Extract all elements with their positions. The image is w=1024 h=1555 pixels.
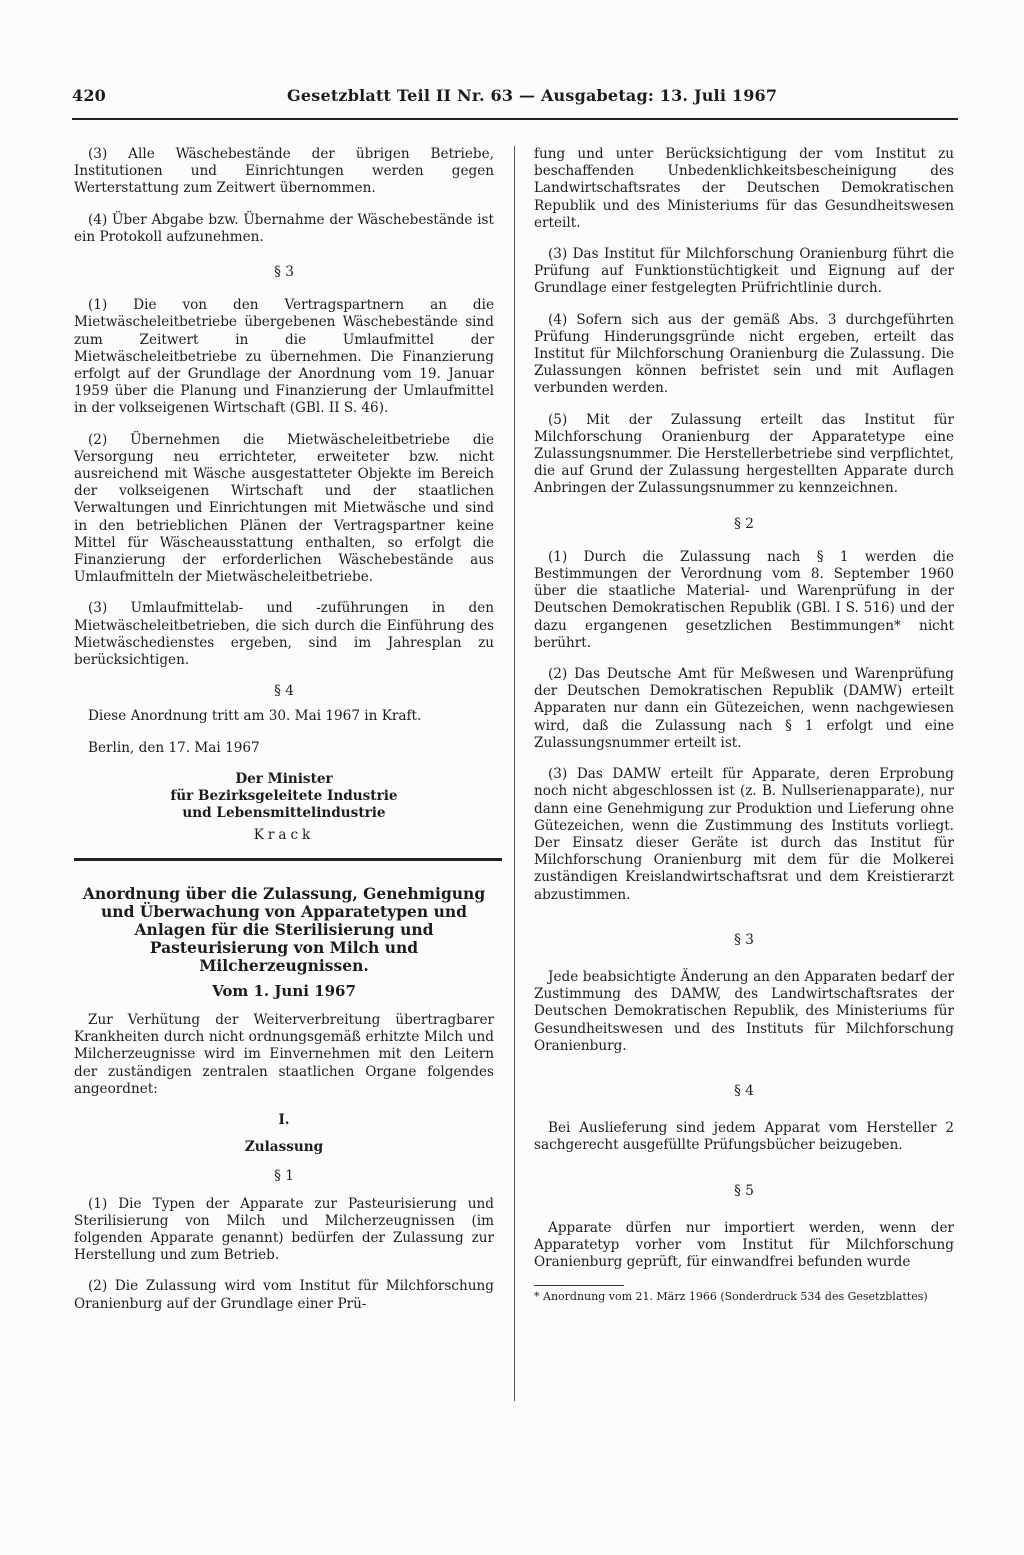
signatory-name: Krack (253, 826, 315, 843)
right-column (534, 146, 954, 1304)
paragraph: (2) Übernehmen die Mietwäscheleitbetriebe die Versorgung neu errichteter, erweiteter bzw. nicht ausreichend mit Wäsche ausgestatteter Objekte im Bereich der volkseigenen Wirtschaft und der staatlichen Verwaltungen und Einrichtungen mit Mietwäsche und sind in den betrieblichen Plänen der Vertragspartner keine Mittel für Wäscheausstattung enthalten, so erfolgt die Finanzierung der erforderlichen Wäschebestände aus Umlaufmitteln der Mietwäscheleitbetriebe. (74, 431, 494, 586)
left-column (74, 146, 494, 1327)
place-date: Berlin, den 17. Mai 1967 (88, 739, 260, 756)
paragraph: (2) Die Zulassung wird vom Institut für Milchforschung Oranienburg auf der Grundlage einer Prü- (74, 1278, 494, 1312)
section-heading: § 4 (734, 1082, 754, 1099)
header-title: Gesetzblatt Teil II Nr. 63 — Ausgabetag: 13. Juli 1967 (287, 86, 778, 105)
paragraph: (3) Das DAMW erteilt für Apparate, deren Erprobung noch nicht abgeschlossen ist (z. B. Nullserienapparate), nur dann eine Genehmigung zur Produktion und Lieferung ohne Gütezeichen, wenn die Zustimmung des Instituts vorliegt. Der Einsatz dieser Geräte ist durch das Institut für Milchforschung Oranienburg mit dem für die Molkerei zuständigen Kreislandwirtschaftsrat und dem Kreistierarzt abzustimmen. (534, 766, 954, 903)
ordinance-title: Anordnung über die Zulassung, Genehmigung und Überwachung von Apparatetypen und Anlagen für die Sterilisierung und Pasteurisierung von Milch und Milcherzeugnissen. (82, 883, 486, 975)
ordinance-date: Vom 1. Juni 1967 (212, 981, 356, 1000)
column-divider (514, 146, 515, 1401)
section-heading: § 4 (274, 683, 294, 700)
part-number: I. (278, 1111, 290, 1128)
signature-block (74, 771, 494, 844)
paragraph: (1) Die Typen der Apparate zur Pasteurisierung und Sterilisierung von Milch und Milcherzeugnissen (im folgenden Apparate genannt) bedürfen der Zulassung zur Herstellung und zum Betrieb. (74, 1195, 494, 1264)
paragraph: Bei Auslieferung sind jedem Apparat vom Hersteller 2 sachgerecht ausgefüllte Prüfungsbücher beizugeben. (534, 1120, 954, 1154)
paragraph: Jede beabsichtigte Änderung an den Apparaten bedarf der Zustimmung des DAMW, des Landwirtschaftsrates der Deutschen Demokratischen Republik, des Ministeriums für Gesundheitswesen und des Instituts für Milchforschung Oranienburg. (534, 968, 954, 1054)
part-heading: Zulassung (244, 1139, 324, 1156)
paragraph: (2) Das Deutsche Amt für Meßwesen und Warenprüfung der Deutschen Demokratischen Republik (DAMW) erteilt Apparaten nur dann ein Gütezeichen, wenn nachgewiesen wird, daß die Zulassung nach § 1 erfolgt und eine Zulassungsnummer erteilt ist. (534, 666, 954, 751)
page-header (72, 86, 958, 114)
section-heading: § 2 (734, 515, 754, 532)
section-heading: § 3 (274, 264, 294, 281)
preamble: Zur Verhütung der Weiterverbreitung übertragbarer Krankheiten durch nicht ordnungsgemäß erhitzte Milch und Milcherzeugnisse wird im Einvernehmen mit den Leitern der zuständigen zentralen staatlichen Organe folgendes angeordnet: (74, 1011, 494, 1097)
paragraph: (3) Umlaufmittelab- und -zuführungen in den Mietwäscheleitbetrieben, die sich durch die Einführung des Mietwäschedienstes ergeben, sind im Jahresplan zu berücksichtigen. (74, 600, 494, 669)
signature-line: für Bezirksgeleitete Industrie (170, 788, 398, 805)
signature-line: und Lebensmittelindustrie (182, 805, 386, 822)
page-number: 420 (72, 86, 106, 105)
paragraph: (1) Durch die Zulassung nach § 1 werden die Bestimmungen der Verordnung vom 8. September 1960 über die staatliche Material- und Warenprüfung in der Deutschen Demokratischen Republik (GBl. I S. 516) und der dazu ergangenen gesetzlichen Bestimmungen* nicht berührt. (534, 548, 954, 651)
header-rule (72, 118, 958, 120)
footnote-rule (534, 1285, 624, 1286)
paragraph: fung und unter Berücksichtigung der vom Institut zu beschaffenden Unbedenklichkeitsbescheinigung des Landwirtschaftsrates der Deutschen Demokratischen Republik und des Ministeriums für das Gesundheitswesen erteilt. (534, 146, 954, 231)
section-heading: § 3 (734, 931, 754, 948)
paragraph: (4) Über Abgabe bzw. Übernahme der Wäschebestände ist ein Protokoll aufzunehmen. (74, 211, 494, 245)
section-heading: § 5 (734, 1182, 754, 1199)
footnote: * Anordnung vom 21. März 1966 (Sonderdruck 534 des Gesetzblattes) (534, 1290, 928, 1304)
section-heading: § 1 (274, 1168, 294, 1185)
paragraph: (3) Das Institut für Milchforschung Oranienburg führt die Prüfung auf Funktionstüchtigkeit und Eignung auf der Grundlage einer festgelegten Prüfrichtlinie durch. (534, 246, 954, 297)
paragraph: (3) Alle Wäschebestände der übrigen Betriebe, Institutionen und Einrichtungen werden gegen Werterstattung zum Zeitwert übernommen. (74, 146, 494, 197)
paragraph: (5) Mit der Zulassung erteilt das Institut für Milchforschung Oranienburg der Apparatetype eine Zulassungsnummer. Die Herstellerbetriebe sind verpflichtet, die auf Grund der Zulassung hergestellten Apparate durch Anbringen der Zulassungsnummer zu kennzeichnen. (534, 411, 954, 497)
paragraph: Diese Anordnung tritt am 30. Mai 1967 in Kraft. (88, 708, 422, 725)
paragraph: Apparate dürfen nur importiert werden, wenn der Apparatetyp vorher vom Institut für Milchforschung Oranienburg geprüft, für einwandfrei befunden wurde (534, 1219, 954, 1271)
signature-line: Der Minister (235, 770, 333, 787)
section-separator (74, 858, 502, 861)
paragraph: (1) Die von den Vertragspartnern an die Mietwäscheleitbetriebe übergebenen Wäschebestände sind zum Zeitwert in die Umlaufmittel der Mietwäscheleitbetriebe zu übernehmen. Die Finanzierung erfolgt auf der Grundlage der Anordnung vom 19. Januar 1959 über die Planung und Finanzierung der Umlaufmittel in der volkseigenen Wirtschaft (GBl. II S. 46). (74, 297, 494, 417)
paragraph: (4) Sofern sich aus der gemäß Abs. 3 durchgeführten Prüfung Hinderungsgründe nicht ergeben, erteilt das Institut für Milchforschung Oranienburg die Zulassung. Die Zulassungen können befristet sein und mit Auflagen verbunden werden. (534, 311, 954, 397)
